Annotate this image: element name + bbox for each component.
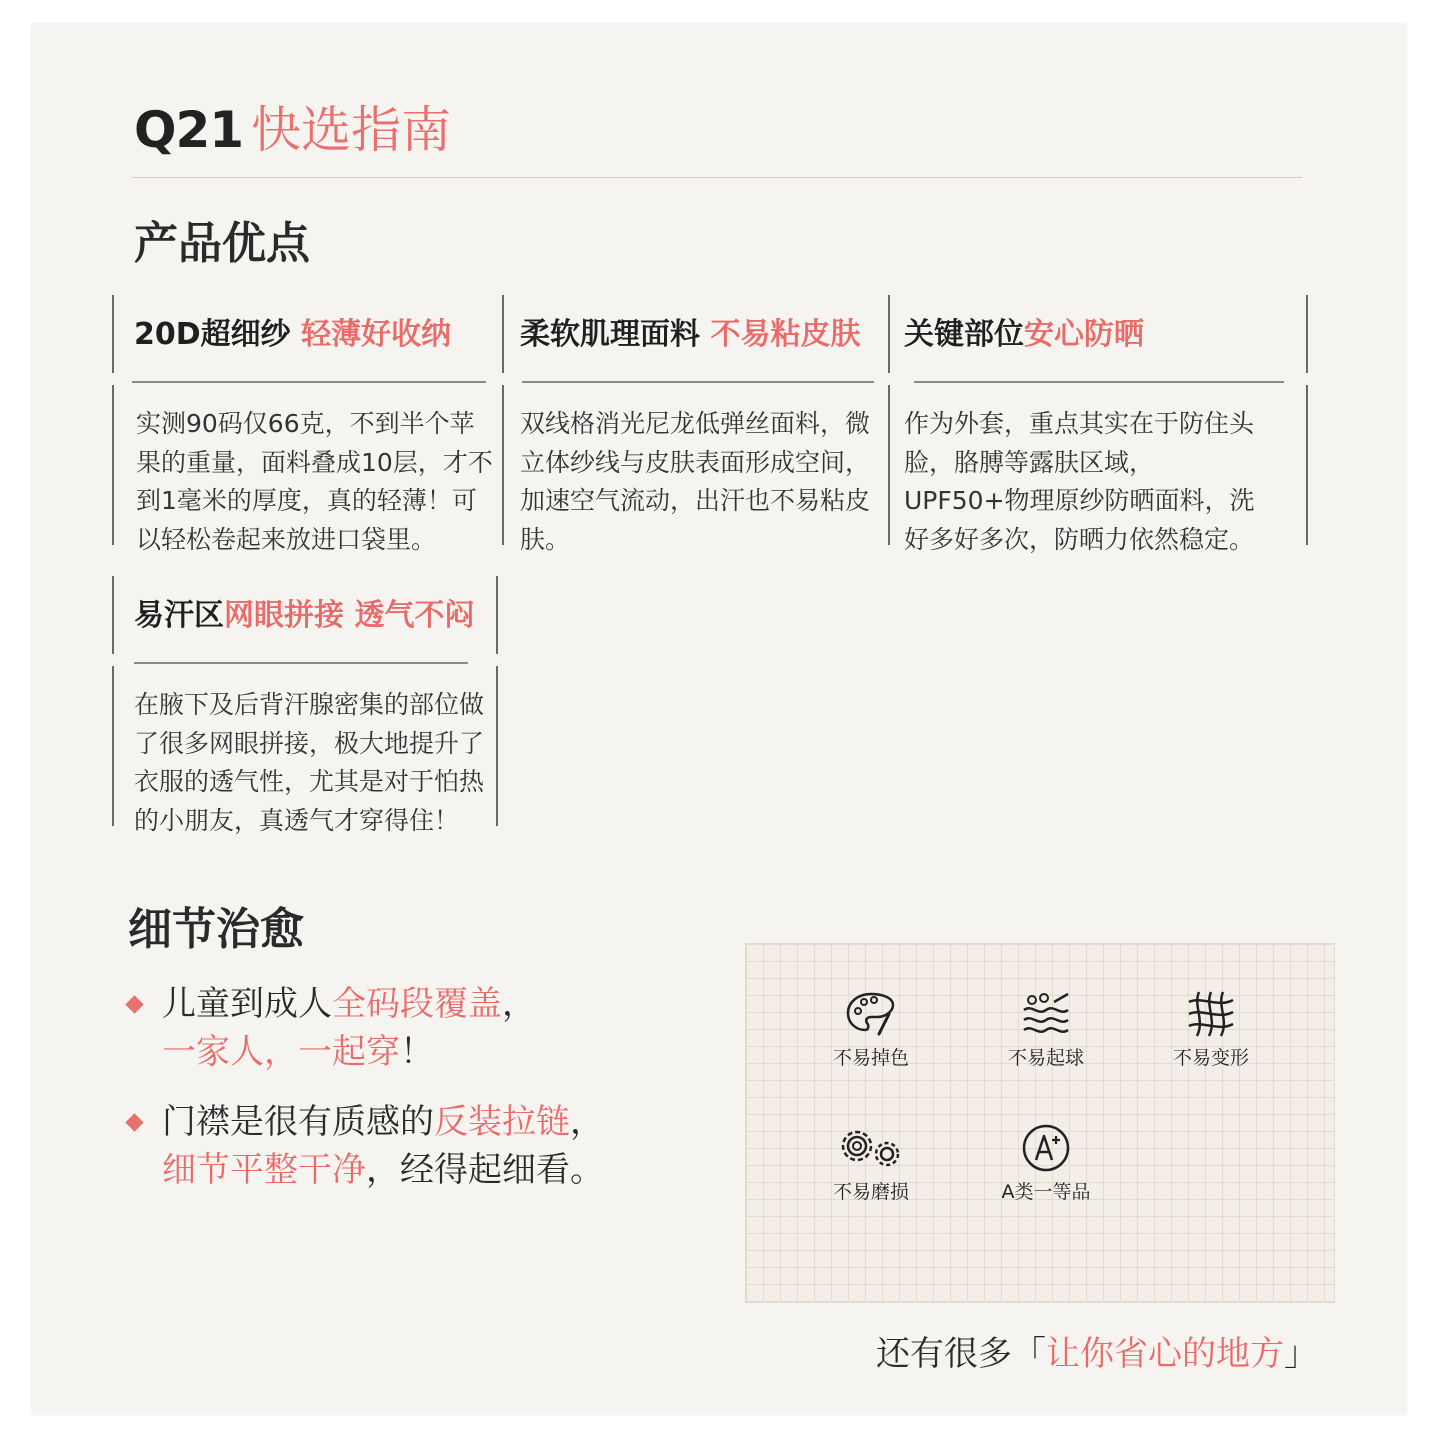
page-title <box>134 100 451 164</box>
feature-colorfast: 不易掉色 <box>796 988 946 1070</box>
feature-anti-pilling: 不易起球 <box>971 988 1121 1070</box>
advantage-card-lightweight <box>112 295 504 554</box>
card-divider <box>132 381 486 383</box>
advantage-card-soft-fabric <box>502 295 890 554</box>
grade-a-plus-icon <box>1018 1122 1074 1174</box>
card-body: 双线格消光尼龙低弹丝面料，微立体纱线与皮肤表面形成空间，加速空气流动，出汗也不易粘皮肤。 <box>520 409 871 554</box>
details-heading: 细节治愈 <box>128 904 304 955</box>
card-divider <box>522 381 874 383</box>
feature-grid <box>745 943 1335 1303</box>
title-divider <box>132 177 1302 178</box>
gears-icon <box>831 1122 911 1174</box>
product-code: Q21 <box>134 101 244 159</box>
feature-abrasion-resistant: 不易磨损 <box>796 1122 946 1204</box>
card-body: 在腋下及后背汗腺密集的部位做了很多网眼拼接，极大地提升了衣服的透气性，尤其是对于怕热的小朋友，真透气才穿得住！ <box>134 690 485 835</box>
card-title: 易汗区网眼拼接 透气不闷 <box>134 598 475 633</box>
advantage-card-breathable-mesh <box>112 576 500 835</box>
guide-title: 快选指南 <box>251 101 452 159</box>
feature-grade-a: A类一等品 <box>971 1122 1121 1204</box>
palette-icon <box>843 988 899 1040</box>
card-body: 实测90码仅66克，不到半个苹果的重量，面料叠成10层，才不到1毫米的厚度，真的轻薄！可以轻松卷起来放进口袋里。 <box>136 409 493 554</box>
advantage-card-sun-protection <box>888 295 1308 554</box>
card-title: 关键部位安心防晒 <box>904 317 1144 352</box>
card-title: 柔软肌理面料 不易粘皮肤 <box>520 317 861 352</box>
card-divider <box>914 381 1284 383</box>
card-divider <box>134 662 468 664</box>
pilling-icon <box>1018 988 1074 1040</box>
feature-shape-retention: 不易变形 <box>1136 988 1286 1070</box>
card-body: 作为外套，重点其实在于防住头脸，胳膊等露肤区域，UPF50+物理原纱防晒面料，洗好多好多次，防晒力依然稳定。 <box>904 409 1255 554</box>
advantages-heading: 产品优点 <box>134 218 310 269</box>
fabric-weave-icon <box>1183 988 1239 1040</box>
card-title: 20D超细纱 轻薄好收纳 <box>134 317 452 352</box>
footer-tagline: 还有很多「让你省心的地方」 <box>876 1334 1318 1374</box>
